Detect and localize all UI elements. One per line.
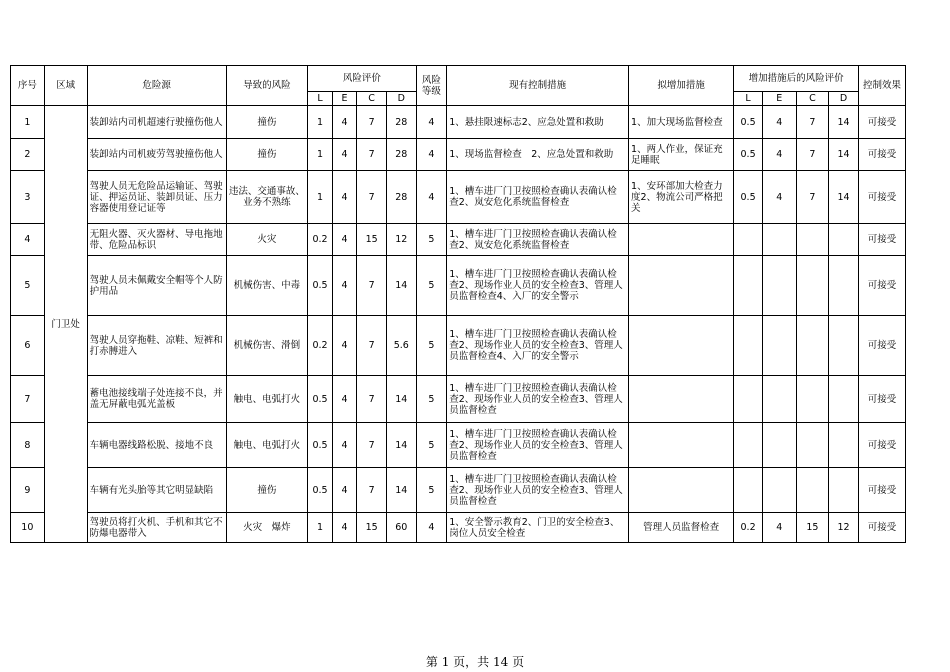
- cell-risk: 触电、电弧打火: [226, 376, 308, 423]
- cell-current-measures: 1、槽车进厂门卫按照检查确认表确认检查2、现场作业人员的安全检查3、管理人员监督检查4、入厂的安全警示: [447, 316, 629, 376]
- cell-effect: 可接受: [858, 139, 905, 171]
- cell-D: 28: [386, 171, 416, 224]
- header-L2: L: [734, 92, 763, 106]
- cell-risk: 撞伤: [226, 468, 308, 513]
- cell-E-after: 4: [762, 171, 796, 224]
- cell-effect: 可接受: [858, 106, 905, 139]
- header-D2: D: [829, 92, 859, 106]
- cell-level: 5: [416, 468, 447, 513]
- cell-D: 14: [386, 468, 416, 513]
- cell-C: 7: [357, 139, 387, 171]
- table-row: [11, 316, 906, 376]
- cell-L: 0.2: [308, 224, 333, 256]
- cell-hazard: 装卸站内司机超速行驶撞伤他人: [87, 106, 226, 139]
- cell-current-measures: 1、槽车进厂门卫按照检查确认表确认检查2、现场作业人员的安全检查3、管理人员监督检查: [447, 376, 629, 423]
- cell-level: 5: [416, 316, 447, 376]
- cell-current-measures: 1、槽车进厂门卫按照检查确认表确认检查2、现场作业人员的安全检查3、管理人员监督检查: [447, 468, 629, 513]
- table-row: [11, 513, 906, 543]
- cell-D-after: [829, 316, 859, 376]
- cell-L: 0.5: [308, 376, 333, 423]
- cell-D: 28: [386, 139, 416, 171]
- header-D: D: [386, 92, 416, 106]
- cell-hazard: 车辆有光头胎等其它明显缺陷: [87, 468, 226, 513]
- cell-E: 4: [332, 171, 357, 224]
- cell-C-after: [796, 224, 829, 256]
- cell-current-measures: 1、安全警示教育2、门卫的安全检查3、岗位人员安全检查: [447, 513, 629, 543]
- cell-C: 7: [357, 256, 387, 316]
- cell-C-after: 7: [796, 139, 829, 171]
- cell-risk: 违法、交通事故、业务不熟练: [226, 171, 308, 224]
- cell-D: 14: [386, 256, 416, 316]
- cell-L: 0.2: [308, 316, 333, 376]
- cell-E-after: 4: [762, 513, 796, 543]
- cell-current-measures: 1、槽车进厂门卫按照检查确认表确认检查2、现场作业人员的安全检查3、管理人员监督检查4、入厂的安全警示: [447, 256, 629, 316]
- cell-L-after: 0.5: [734, 139, 763, 171]
- cell-hazard: 蓄电池接线端子处连接不良，并盖无屏蔽电弧光盖板: [87, 376, 226, 423]
- cell-level: 5: [416, 224, 447, 256]
- cell-seq: 7: [11, 376, 45, 423]
- cell-E: 4: [332, 468, 357, 513]
- cell-D: 14: [386, 423, 416, 468]
- cell-effect: 可接受: [858, 316, 905, 376]
- cell-current-measures: 1、槽车进厂门卫按照检查确认表确认检查2、现场作业人员的安全检查3、管理人员监督检查: [447, 423, 629, 468]
- cell-risk: 触电、电弧打火: [226, 423, 308, 468]
- cell-seq: 10: [11, 513, 45, 543]
- cell-seq: 1: [11, 106, 45, 139]
- cell-effect: 可接受: [858, 171, 905, 224]
- cell-level: 4: [416, 171, 447, 224]
- cell-L-after: [734, 376, 763, 423]
- cell-L: 1: [308, 106, 333, 139]
- cell-hazard: 驾驶人员无危险品运输证、驾驶证、押运员证、装卸员证、压力容器使用登记证等: [87, 171, 226, 224]
- cell-proposed-measures: 1、两人作业，保证充足睡眠: [629, 139, 734, 171]
- cell-E: 4: [332, 106, 357, 139]
- cell-proposed-measures: [629, 316, 734, 376]
- cell-D-after: 14: [829, 139, 859, 171]
- cell-C: 7: [357, 468, 387, 513]
- cell-risk: 火灾 爆炸: [226, 513, 308, 543]
- cell-risk: 撞伤: [226, 106, 308, 139]
- header-E2: E: [762, 92, 796, 106]
- cell-risk: 机械伤害、中毒: [226, 256, 308, 316]
- cell-C: 7: [357, 423, 387, 468]
- cell-C: 15: [357, 513, 387, 543]
- cell-effect: 可接受: [858, 224, 905, 256]
- cell-proposed-measures: [629, 468, 734, 513]
- cell-D-after: [829, 423, 859, 468]
- cell-D-after: 12: [829, 513, 859, 543]
- cell-C-after: 15: [796, 513, 829, 543]
- cell-current-measures: 1、槽车进厂门卫按照检查确认表确认检查2、岚安危化系统监督检查: [447, 171, 629, 224]
- cell-C: 7: [357, 376, 387, 423]
- cell-level: 5: [416, 256, 447, 316]
- cell-E: 4: [332, 139, 357, 171]
- cell-L-after: 0.2: [734, 513, 763, 543]
- cell-hazard: 驾驶员将打火机、手机和其它不防爆电器带入: [87, 513, 226, 543]
- table-row: [11, 468, 906, 513]
- cell-area: 门卫处: [44, 106, 87, 543]
- cell-seq: 4: [11, 224, 45, 256]
- header-level: 风险等级: [416, 66, 447, 106]
- cell-D: 14: [386, 376, 416, 423]
- cell-D: 5.6: [386, 316, 416, 376]
- cell-L-after: [734, 316, 763, 376]
- table-row: [11, 423, 906, 468]
- header-after-eval: 增加措施后的风险评价: [734, 66, 859, 92]
- cell-C: 7: [357, 106, 387, 139]
- header-seq: 序号: [11, 66, 45, 106]
- cell-C-after: [796, 468, 829, 513]
- cell-proposed-measures: 管理人员监督检查: [629, 513, 734, 543]
- cell-effect: 可接受: [858, 256, 905, 316]
- cell-D-after: [829, 224, 859, 256]
- cell-E-after: 4: [762, 106, 796, 139]
- cell-current-measures: 1、槽车进厂门卫按照检查确认表确认检查2、岚安危化系统监督检查: [447, 224, 629, 256]
- cell-D-after: [829, 256, 859, 316]
- cell-D: 28: [386, 106, 416, 139]
- cell-L-after: [734, 468, 763, 513]
- cell-level: 5: [416, 376, 447, 423]
- cell-E-after: [762, 224, 796, 256]
- header-risk: 导致的风险: [226, 66, 308, 106]
- cell-E: 4: [332, 513, 357, 543]
- cell-hazard: 装卸站内司机疲劳驾驶撞伤他人: [87, 139, 226, 171]
- cell-seq: 8: [11, 423, 45, 468]
- cell-C-after: [796, 316, 829, 376]
- cell-E-after: [762, 423, 796, 468]
- cell-L: 0.5: [308, 423, 333, 468]
- cell-L-after: 0.5: [734, 106, 763, 139]
- cell-L-after: [734, 256, 763, 316]
- cell-effect: 可接受: [858, 468, 905, 513]
- cell-L: 1: [308, 139, 333, 171]
- header-eval: 风险评价: [308, 66, 416, 92]
- table-row: [11, 106, 906, 139]
- cell-L: 0.5: [308, 468, 333, 513]
- header-hazard: 危险源: [87, 66, 226, 106]
- cell-D: 12: [386, 224, 416, 256]
- cell-hazard: 车辆电器线路松脱、接地不良: [87, 423, 226, 468]
- cell-level: 4: [416, 106, 447, 139]
- header-area: 区域: [44, 66, 87, 106]
- cell-L-after: [734, 423, 763, 468]
- risk-assessment-table: [10, 65, 906, 543]
- header-C: C: [357, 92, 387, 106]
- page-footer: 第 1 页，共 14 页: [425, 655, 525, 669]
- cell-D-after: 14: [829, 171, 859, 224]
- cell-effect: 可接受: [858, 423, 905, 468]
- cell-proposed-measures: 1、加大现场监督检查: [629, 106, 734, 139]
- cell-C-after: 7: [796, 106, 829, 139]
- cell-risk: 撞伤: [226, 139, 308, 171]
- table-row: [11, 376, 906, 423]
- table-row: [11, 171, 906, 224]
- cell-C-after: [796, 256, 829, 316]
- table-row: [11, 224, 906, 256]
- cell-E-after: 4: [762, 139, 796, 171]
- cell-proposed-measures: [629, 423, 734, 468]
- cell-C: 7: [357, 316, 387, 376]
- cell-proposed-measures: [629, 224, 734, 256]
- cell-L: 1: [308, 513, 333, 543]
- cell-E: 4: [332, 376, 357, 423]
- cell-current-measures: 1、现场监督检查 2、应急处置和救助: [447, 139, 629, 171]
- cell-seq: 6: [11, 316, 45, 376]
- cell-D-after: [829, 376, 859, 423]
- cell-L-after: 0.5: [734, 171, 763, 224]
- cell-seq: 9: [11, 468, 45, 513]
- header-current: 现有控制措施: [447, 66, 629, 106]
- header-E: E: [332, 92, 357, 106]
- cell-C-after: 7: [796, 171, 829, 224]
- cell-proposed-measures: [629, 256, 734, 316]
- cell-E: 4: [332, 256, 357, 316]
- cell-L: 1: [308, 171, 333, 224]
- cell-C: 7: [357, 171, 387, 224]
- cell-effect: 可接受: [858, 513, 905, 543]
- cell-level: 4: [416, 513, 447, 543]
- table-row: [11, 256, 906, 316]
- cell-D-after: [829, 468, 859, 513]
- cell-E: 4: [332, 224, 357, 256]
- cell-risk: 机械伤害、滑倒: [226, 316, 308, 376]
- cell-hazard: 驾驶人员未佩戴安全帽等个人防护用品: [87, 256, 226, 316]
- cell-D: 60: [386, 513, 416, 543]
- cell-C-after: [796, 423, 829, 468]
- header-L: L: [308, 92, 333, 106]
- table-body: [11, 106, 906, 543]
- cell-D-after: 14: [829, 106, 859, 139]
- header-effect: 控制效果: [858, 66, 905, 106]
- cell-hazard: 驾驶人员穿拖鞋、凉鞋、短裤和打赤膊进入: [87, 316, 226, 376]
- cell-effect: 可接受: [858, 376, 905, 423]
- cell-L-after: [734, 224, 763, 256]
- cell-proposed-measures: 1、安环部加大检查力度2、物流公司严格把关: [629, 171, 734, 224]
- cell-hazard: 无阻火器、灭火器材、导电拖地带、危险品标识: [87, 224, 226, 256]
- header-C2: C: [796, 92, 829, 106]
- cell-L: 0.5: [308, 256, 333, 316]
- cell-E-after: [762, 376, 796, 423]
- cell-risk: 火灾: [226, 224, 308, 256]
- cell-E-after: [762, 316, 796, 376]
- cell-C-after: [796, 376, 829, 423]
- cell-seq: 2: [11, 139, 45, 171]
- cell-seq: 3: [11, 171, 45, 224]
- cell-E-after: [762, 468, 796, 513]
- cell-level: 5: [416, 423, 447, 468]
- cell-seq: 5: [11, 256, 45, 316]
- cell-E: 4: [332, 423, 357, 468]
- cell-proposed-measures: [629, 376, 734, 423]
- cell-E-after: [762, 256, 796, 316]
- cell-current-measures: 1、悬挂限速标志2、应急处置和救助: [447, 106, 629, 139]
- cell-E: 4: [332, 316, 357, 376]
- cell-C: 15: [357, 224, 387, 256]
- cell-level: 4: [416, 139, 447, 171]
- header-proposed: 拟增加措施: [629, 66, 734, 106]
- table-row: [11, 139, 906, 171]
